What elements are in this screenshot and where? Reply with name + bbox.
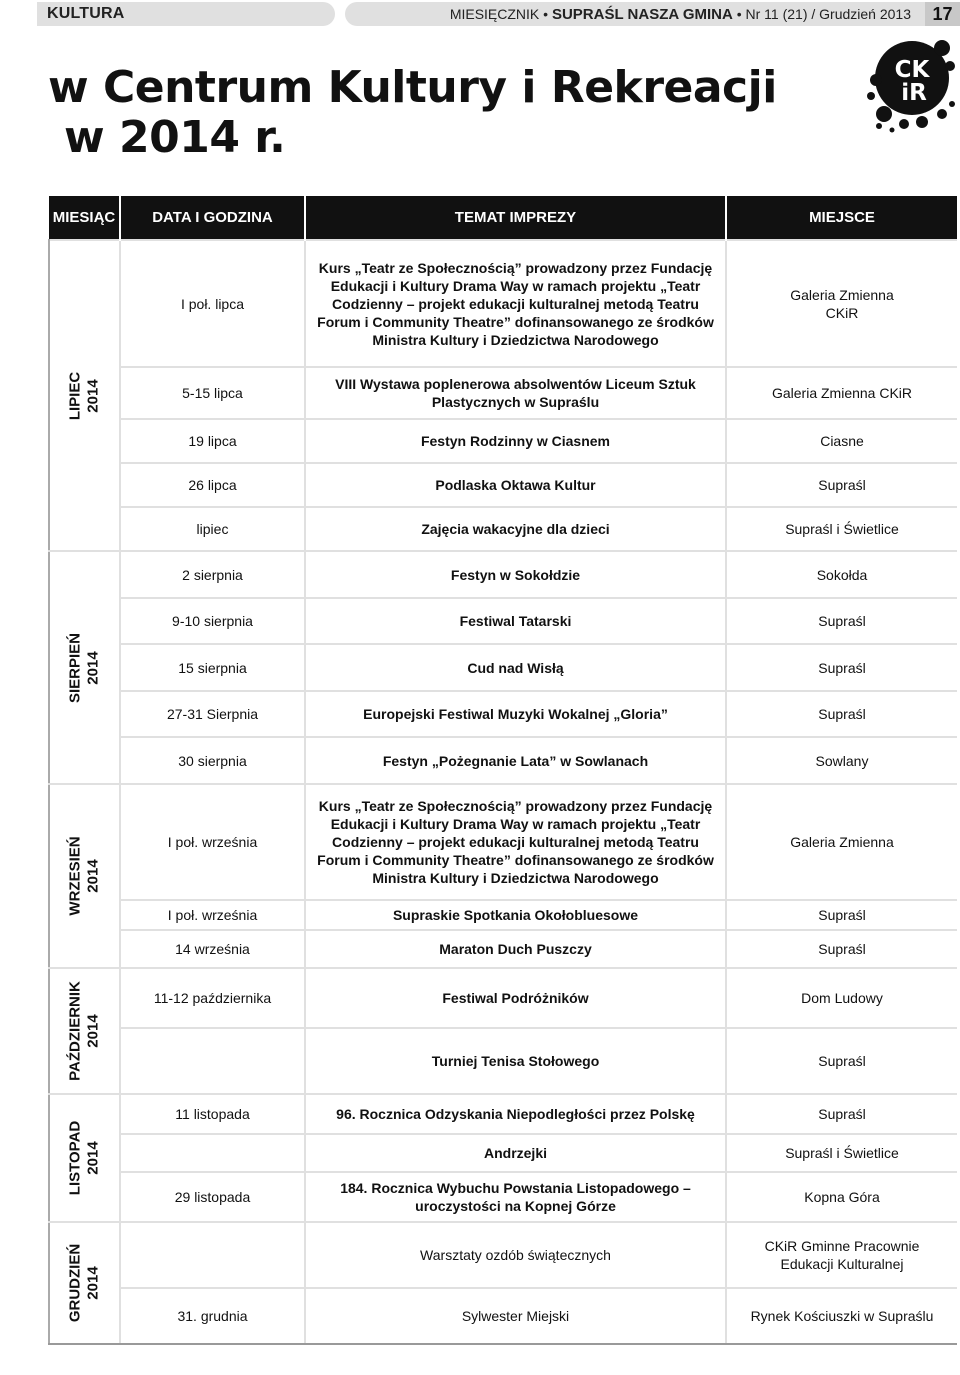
month-year: 2014: [84, 378, 102, 413]
event-topic: Sylwester Miejski: [305, 1288, 726, 1344]
event-date: 15 sierpnia: [120, 644, 305, 691]
month-year: 2014: [84, 859, 102, 893]
event-date: 5-15 lipca: [120, 367, 305, 419]
section-tab: [37, 2, 335, 26]
event-topic: VIII Wystawa poplenerowa absolwentów Liceum Sztuk Plastycznych w Supraślu: [305, 367, 726, 419]
event-date: [120, 1222, 305, 1288]
event-topic: Kurs „Teatr ze Społecznością” prowadzony przez Fundację Edukacji i Kultury Drama Way w ramach projektu „Teatr Codzienny – projekt edukacji kulturalnej metodą Teatru Forum i Community Theatre” dofinansowanego ze środków Ministra Kultury i Dziedzictwa Narodowego: [305, 240, 726, 367]
page-title-line-2: w 2014 r.: [64, 112, 286, 163]
table-row: [49, 1028, 957, 1094]
events-table: [48, 196, 957, 1345]
header-month: MIESIĄC: [49, 196, 120, 240]
event-place: Ciasne: [726, 419, 957, 463]
month-cell-grudzien: [49, 1222, 120, 1344]
month-cell-lipiec: [49, 240, 120, 551]
event-topic: Cud nad Wisłą: [305, 644, 726, 691]
table-header-row: [49, 196, 957, 240]
table-row: [49, 968, 957, 1028]
event-date: 11 listopada: [120, 1094, 305, 1134]
event-topic: Festyn Rodzinny w Ciasnem: [305, 419, 726, 463]
event-place: Supraśl i Świetlice: [726, 1134, 957, 1172]
table-row: [49, 737, 957, 784]
event-topic: 96. Rocznica Odzyskania Niepodległości przez Polskę: [305, 1094, 726, 1134]
header-place: MIEJSCE: [726, 196, 957, 240]
event-date: I poł. lipca: [120, 240, 305, 367]
event-place: Sowlany: [726, 737, 957, 784]
event-date: I poł. września: [120, 784, 305, 900]
event-topic: Festyn „Pożegnanie Lata” w Sowlanach: [305, 737, 726, 784]
event-date: I poł. września: [120, 900, 305, 930]
table-row: [49, 1134, 957, 1172]
event-topic: Festiwal Tatarski: [305, 598, 726, 644]
event-date: 19 lipca: [120, 419, 305, 463]
table-row: [49, 551, 957, 598]
event-place: Rynek Kościuszki w Supraślu: [726, 1288, 957, 1344]
event-date: 2 sierpnia: [120, 551, 305, 598]
publication-issue: Nr 11 (21) / Grudzień 2013: [745, 6, 911, 22]
month-name: SIERPIEŃ: [66, 632, 84, 703]
event-topic: Podlaska Oktawa Kultur: [305, 463, 726, 507]
table-row: [49, 463, 957, 507]
header-topic: TEMAT IMPREZY: [305, 196, 726, 240]
ckir-logo: [862, 34, 958, 134]
event-place: Galeria Zmienna CKiR: [726, 240, 957, 367]
section-label: KULTURA: [47, 5, 125, 22]
event-place: Supraśl: [726, 900, 957, 930]
event-place: Supraśl: [726, 644, 957, 691]
event-topic: Kurs „Teatr ze Społecznością” prowadzony przez Fundację Edukacji i Kultury Drama Way w ramach projektu „Teatr Codzienny – projekt edukacji kulturalnej metodą Teatru Forum i Community Theatre” dofinansowanego ze środków Ministra Kultury i Dziedzictwa Narodowego: [305, 784, 726, 900]
month-cell-pazdziernik: [49, 968, 120, 1094]
event-topic: Zajęcia wakacyjne dla dzieci: [305, 507, 726, 551]
publication-prefix: MIESIĘCZNIK: [449, 6, 540, 22]
event-date: 9-10 sierpnia: [120, 598, 305, 644]
table-row: [49, 1288, 957, 1344]
event-topic: Maraton Duch Puszczy: [305, 930, 726, 968]
table-row: [49, 598, 957, 644]
table-row: [49, 644, 957, 691]
event-place: Sokołda: [726, 551, 957, 598]
month-name: PAŹDZIERNIK: [66, 981, 84, 1081]
event-date: 29 listopada: [120, 1172, 305, 1222]
page-title-line-1: w Centrum Kultury i Rekreacji: [48, 62, 777, 113]
table-row: [49, 507, 957, 551]
event-date: [120, 1028, 305, 1094]
event-place: Dom Ludowy: [726, 968, 957, 1028]
month-name: LISTOPAD: [66, 1120, 84, 1196]
event-topic: Europejski Festiwal Muzyki Wokalnej „Gloria”: [305, 691, 726, 737]
month-name: GRUDZIEŃ: [66, 1243, 84, 1323]
event-date: 27-31 Sierpnia: [120, 691, 305, 737]
event-date: lipiec: [120, 507, 305, 551]
month-year: 2014: [84, 1141, 102, 1175]
event-topic: Festyn w Sokołdzie: [305, 551, 726, 598]
table-row: [49, 240, 957, 367]
table-row: [49, 930, 957, 968]
event-place: Galeria Zmienna: [726, 784, 957, 900]
month-cell-listopad: [49, 1094, 120, 1222]
event-place: Supraśl: [726, 1094, 957, 1134]
table-row: [49, 900, 957, 930]
event-date: 26 lipca: [120, 463, 305, 507]
publication-info: MIESIĘCZNIK • SUPRAŚL NASZA GMINA • Nr 11 (21) / Grudzień 2013: [449, 6, 911, 23]
month-year: 2014: [84, 1266, 102, 1300]
event-place: Supraśl: [726, 691, 957, 737]
header-date: DATA I GODZINA: [120, 196, 305, 240]
month-cell-sierpien: [49, 551, 120, 784]
event-date: 14 września: [120, 930, 305, 968]
table-row: [49, 1094, 957, 1134]
table-row: [49, 367, 957, 419]
event-topic: Warsztaty ozdób świątecznych: [305, 1222, 726, 1288]
month-name: WRZESIEŃ: [66, 836, 84, 916]
event-place: Supraśl: [726, 598, 957, 644]
logo-text-bottom: iR: [901, 80, 927, 106]
event-date: [120, 1134, 305, 1172]
event-place: Supraśl: [726, 463, 957, 507]
table-row: [49, 1222, 957, 1288]
event-topic: Festiwal Podróżników: [305, 968, 726, 1028]
event-place: Galeria Zmienna CKiR: [726, 367, 957, 419]
event-place: Kopna Góra: [726, 1172, 957, 1222]
event-topic: Andrzejki: [305, 1134, 726, 1172]
logo-text-top: CK: [894, 57, 930, 83]
event-topic: 184. Rocznica Wybuchu Powstania Listopadowego – uroczystości na Kopnej Górze: [305, 1172, 726, 1222]
table-row: [49, 691, 957, 737]
month-year: 2014: [84, 650, 102, 685]
month-name: LIPIEC: [66, 371, 84, 420]
event-date: 11-12 października: [120, 968, 305, 1028]
event-topic: Turniej Tenisa Stołowego: [305, 1028, 726, 1094]
event-topic: Supraskie Spotkania Okołobluesowe: [305, 900, 726, 930]
event-place: CKiR Gminne Pracownie Edukacji Kulturalnej: [726, 1222, 957, 1288]
month-year: 2014: [84, 1014, 102, 1048]
month-cell-wrzesien: [49, 784, 120, 968]
publication-name: SUPRAŚL NASZA GMINA: [551, 6, 733, 23]
event-place: Supraśl i Świetlice: [726, 507, 957, 551]
publication-bar: [345, 2, 925, 26]
table-row: [49, 784, 957, 900]
event-date: 30 sierpnia: [120, 737, 305, 784]
event-date: 31. grudnia: [120, 1288, 305, 1344]
event-place: Supraśl: [726, 1028, 957, 1094]
table-row: [49, 419, 957, 463]
page-number: 17: [925, 2, 960, 26]
table-row: [49, 1172, 957, 1222]
event-place: Supraśl: [726, 930, 957, 968]
